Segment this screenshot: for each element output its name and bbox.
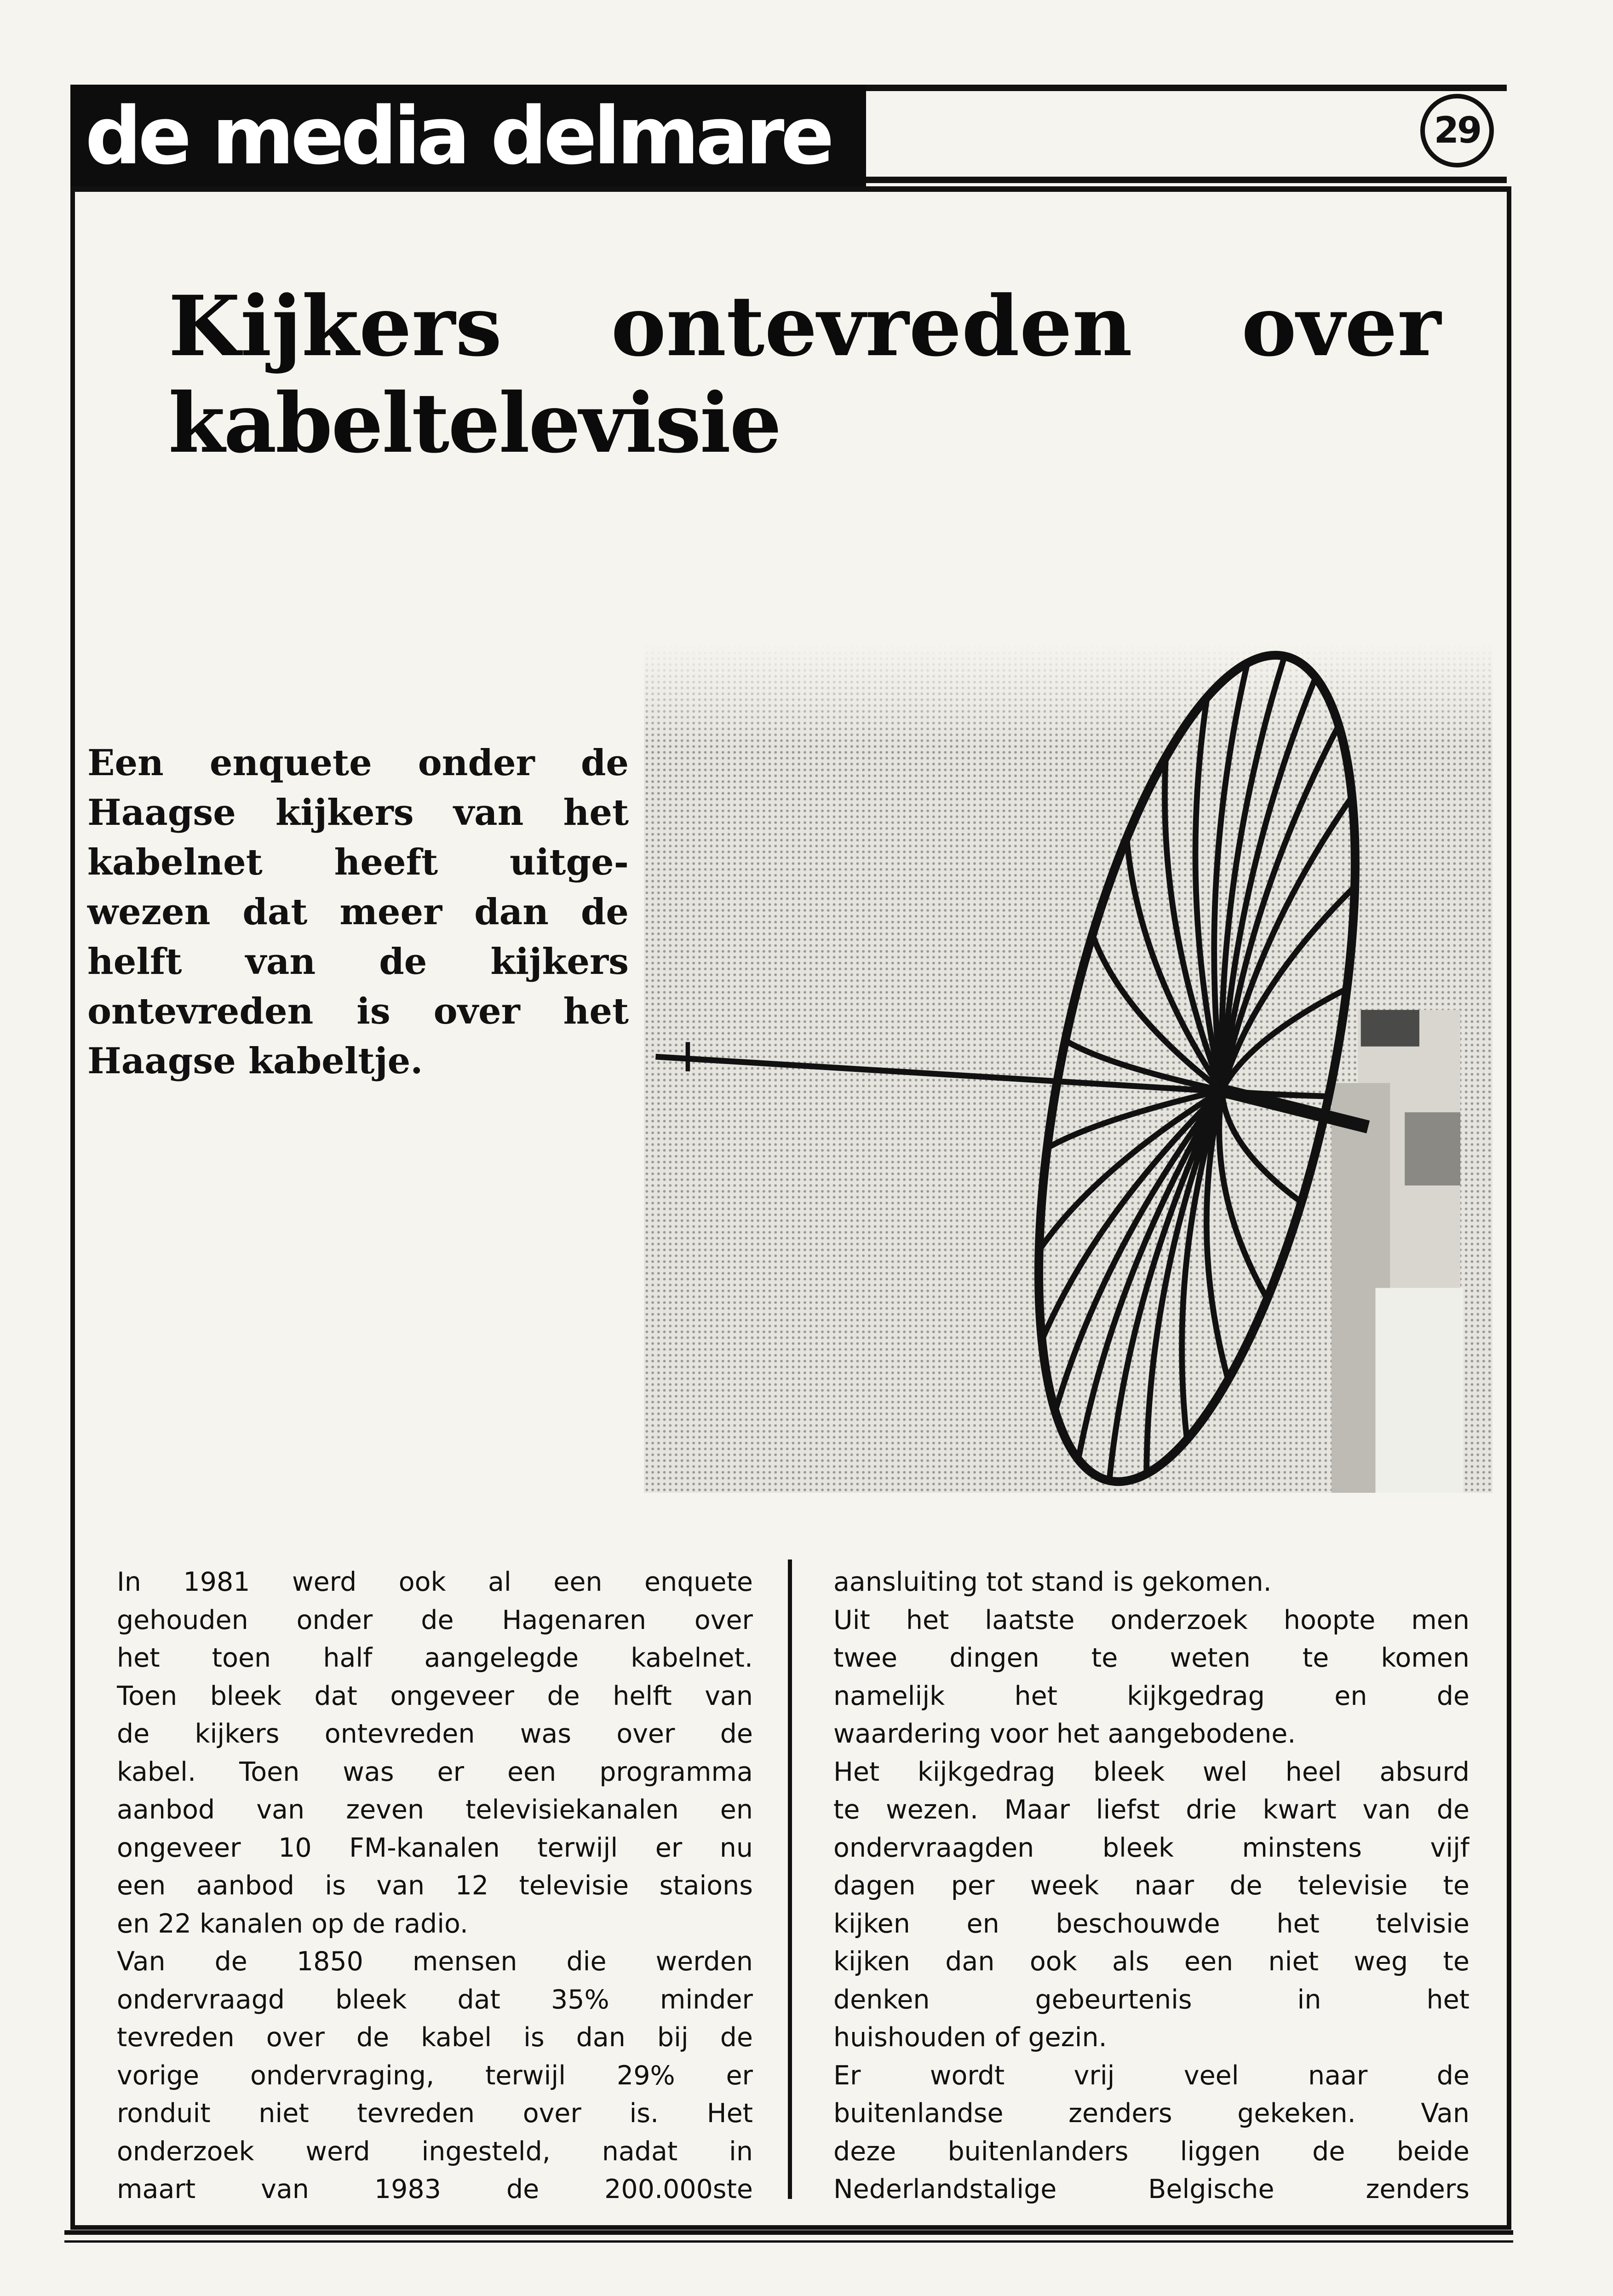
lead-line: Haagse kabeltje. xyxy=(87,1040,423,1082)
body-text-line: maart van 1983 de 200.000ste xyxy=(117,2174,753,2204)
article-lead xyxy=(87,738,629,1086)
lead-line: kabelnet heeft uitge- xyxy=(87,841,629,883)
body-text-line: namelijk het kijkgedrag en de xyxy=(833,1680,1469,1711)
body-text-line: Het kijkgedrag bleek wel heel absurd xyxy=(833,1756,1469,1787)
body-text-line: te wezen. Maar liefst drie kwart van de xyxy=(833,1795,1469,1825)
body-text-line: kijken en beschouwde het telvisie xyxy=(833,1908,1469,1939)
lead-line: Haagse kijkers van het xyxy=(87,792,629,834)
magazine-name: de media delmare xyxy=(85,90,831,182)
page-number: 29 xyxy=(1434,110,1481,151)
article-title-line-1: Kijkers ontevreden over xyxy=(168,278,1441,375)
body-text-line: Toen bleek dat ongeveer de helft van xyxy=(117,1680,753,1711)
body-text-line: ondervraagd bleek dat 35% minder xyxy=(117,1984,753,2015)
body-text-line: ondervraagden bleek minstens vijf xyxy=(833,1832,1469,1863)
body-text-line: Er wordt vrij veel naar de xyxy=(833,2060,1469,2091)
body-text-line: kijken dan ook als een niet weg te xyxy=(833,1946,1469,1977)
body-text-line: tevreden over de kabel is dan bij de xyxy=(117,2022,753,2053)
body-text-line: en 22 kanalen op de radio. xyxy=(117,1908,469,1939)
body-text-line: ongeveer 10 FM-kanalen terwijl er nu xyxy=(117,1832,753,1863)
body-text-line: denken gebeurtenis in het xyxy=(833,1984,1469,2015)
lead-line: Een enquete onder de xyxy=(87,742,629,784)
article-title-line-2: kabeltelevisie xyxy=(168,375,781,471)
bottom-rule xyxy=(64,2230,1513,2235)
body-text-line: de kijkers ontevreden was over de xyxy=(117,1719,753,1749)
masthead-rule-top xyxy=(866,85,1507,91)
body-text-line: buitenlandse zenders gekeken. Van xyxy=(833,2098,1469,2129)
body-text-line: vorige ondervraging, terwijl 29% er xyxy=(117,2060,753,2091)
body-text-line: waardering voor het aangebodene. xyxy=(833,1719,1296,1749)
satellite-dish-photo xyxy=(644,644,1492,1493)
lead-line: helft van de kijkers xyxy=(87,941,629,983)
body-column-1 xyxy=(117,1563,753,2209)
body-text-line: ronduit niet tevreden over is. Het xyxy=(117,2098,753,2129)
lead-line: ontevreden is over het xyxy=(87,990,629,1032)
body-text-line: aansluiting tot stand is gekomen. xyxy=(833,1567,1272,1597)
body-text-line: kabel. Toen was er een programma xyxy=(117,1756,753,1787)
body-text-line: Nederlandstalige Belgische zenders xyxy=(833,2174,1469,2204)
body-text-line: huishouden of gezin. xyxy=(833,2022,1107,2053)
body-text-line: Uit het laatste onderzoek hoopte men xyxy=(833,1605,1469,1635)
body-text-line: Van de 1850 mensen die werden xyxy=(117,1946,753,1977)
bottom-rule-thin xyxy=(64,2240,1513,2243)
column-divider xyxy=(788,1559,792,2199)
lead-line: wezen dat meer dan de xyxy=(87,891,629,933)
masthead-rule-bottom xyxy=(866,177,1507,183)
body-text-line: een aanbod is van 12 televisie staions xyxy=(117,1870,753,1901)
body-text-line: twee dingen te weten te komen xyxy=(833,1643,1469,1673)
body-text-line: gehouden onder de Hagenaren over xyxy=(117,1605,753,1635)
body-text-line: dagen per week naar de televisie te xyxy=(833,1870,1469,1901)
body-column-2 xyxy=(833,1563,1469,2209)
body-text-line: onderzoek werd ingesteld, nadat in xyxy=(117,2136,753,2167)
body-text-line: aanbod van zeven televisiekanalen en xyxy=(117,1795,753,1825)
body-text-line: het toen half aangelegde kabelnet. xyxy=(117,1643,753,1673)
satellite-dish-illustration xyxy=(644,644,1492,1493)
body-text-line: deze buitenlanders liggen de beide xyxy=(833,2136,1469,2167)
body-text-line: In 1981 werd ook al een enquete xyxy=(117,1567,753,1597)
page-number-badge xyxy=(1420,94,1494,167)
